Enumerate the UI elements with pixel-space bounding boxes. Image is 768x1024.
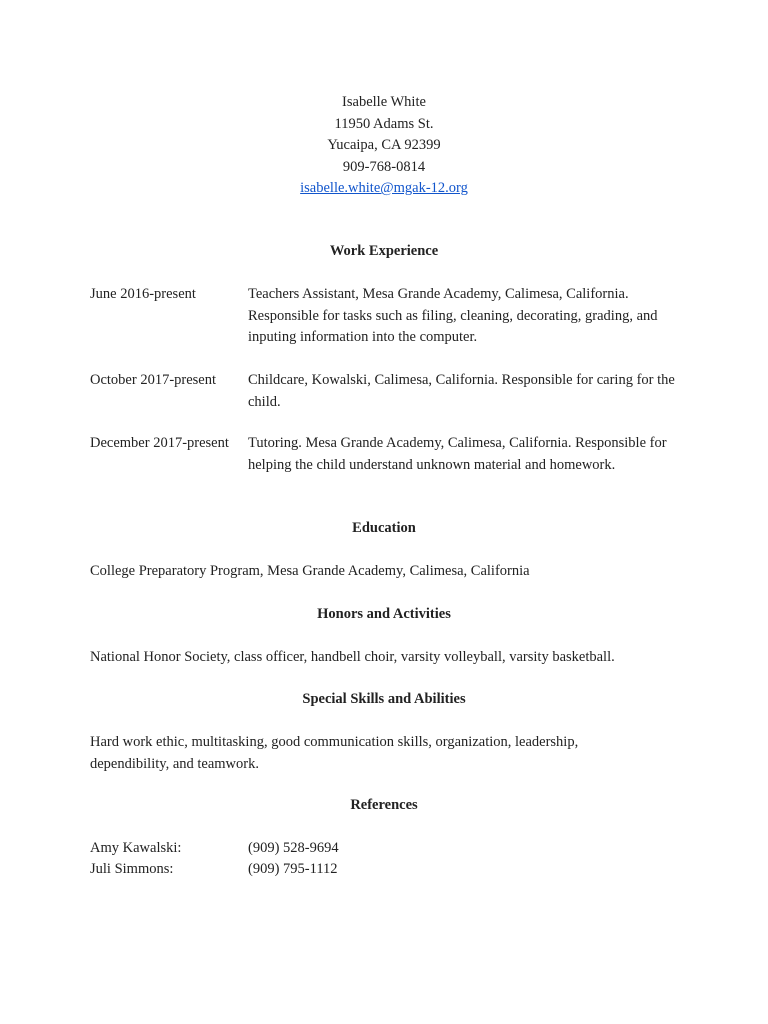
job-dates: October 2017-present bbox=[90, 372, 217, 388]
job-dates: June 2016-present bbox=[90, 286, 196, 302]
skills-text: Hard work ethic, multitasking, good communication skills, organization, leadership, dependibility, and teamwork. bbox=[90, 734, 579, 772]
email-link[interactable]: isabelle.white@mgak-12.org bbox=[300, 180, 468, 196]
reference-phone: (909) 795-1112 bbox=[248, 861, 338, 877]
contact-block bbox=[0, 92, 768, 200]
job-description: Tutoring. Mesa Grande Academy, Calimesa, California. Responsible for helping the child understand unknown material and homework. bbox=[248, 435, 667, 473]
job-dates: December 2017-present bbox=[90, 435, 229, 451]
skills-heading: Special Skills and Abilities bbox=[302, 691, 466, 707]
job-description: Childcare, Kowalski, Calimesa, California. Responsible for caring for the child. bbox=[248, 372, 675, 410]
reference-phone: (909) 528-9694 bbox=[248, 840, 339, 856]
applicant-name: Isabelle White bbox=[342, 94, 426, 110]
phone-number: 909-768-0814 bbox=[342, 158, 426, 175]
education-heading: Education bbox=[352, 520, 416, 536]
city-state-zip: Yucaipa, CA 92399 bbox=[327, 137, 441, 153]
reference-name: Amy Kawalski: bbox=[90, 840, 182, 856]
references-heading: References bbox=[350, 797, 418, 813]
honors-text: National Honor Society, class officer, handbell choir, varsity volleyball, varsity basketball. bbox=[90, 649, 615, 665]
work-experience-heading: Work Experience bbox=[329, 243, 439, 259]
street-address: 11950 Adams St. bbox=[334, 115, 434, 132]
reference-name: Juli Simmons: bbox=[90, 861, 174, 877]
honors-heading: Honors and Activities bbox=[317, 606, 451, 622]
job-description: Teachers Assistant, Mesa Grande Academy, Calimesa, California. Responsible for tasks such as filing, cleaning, decorating, grading, and inputing information into the computer. bbox=[248, 286, 658, 345]
education-text: College Preparatory Program, Mesa Grande Academy, Calimesa, California bbox=[90, 563, 530, 579]
